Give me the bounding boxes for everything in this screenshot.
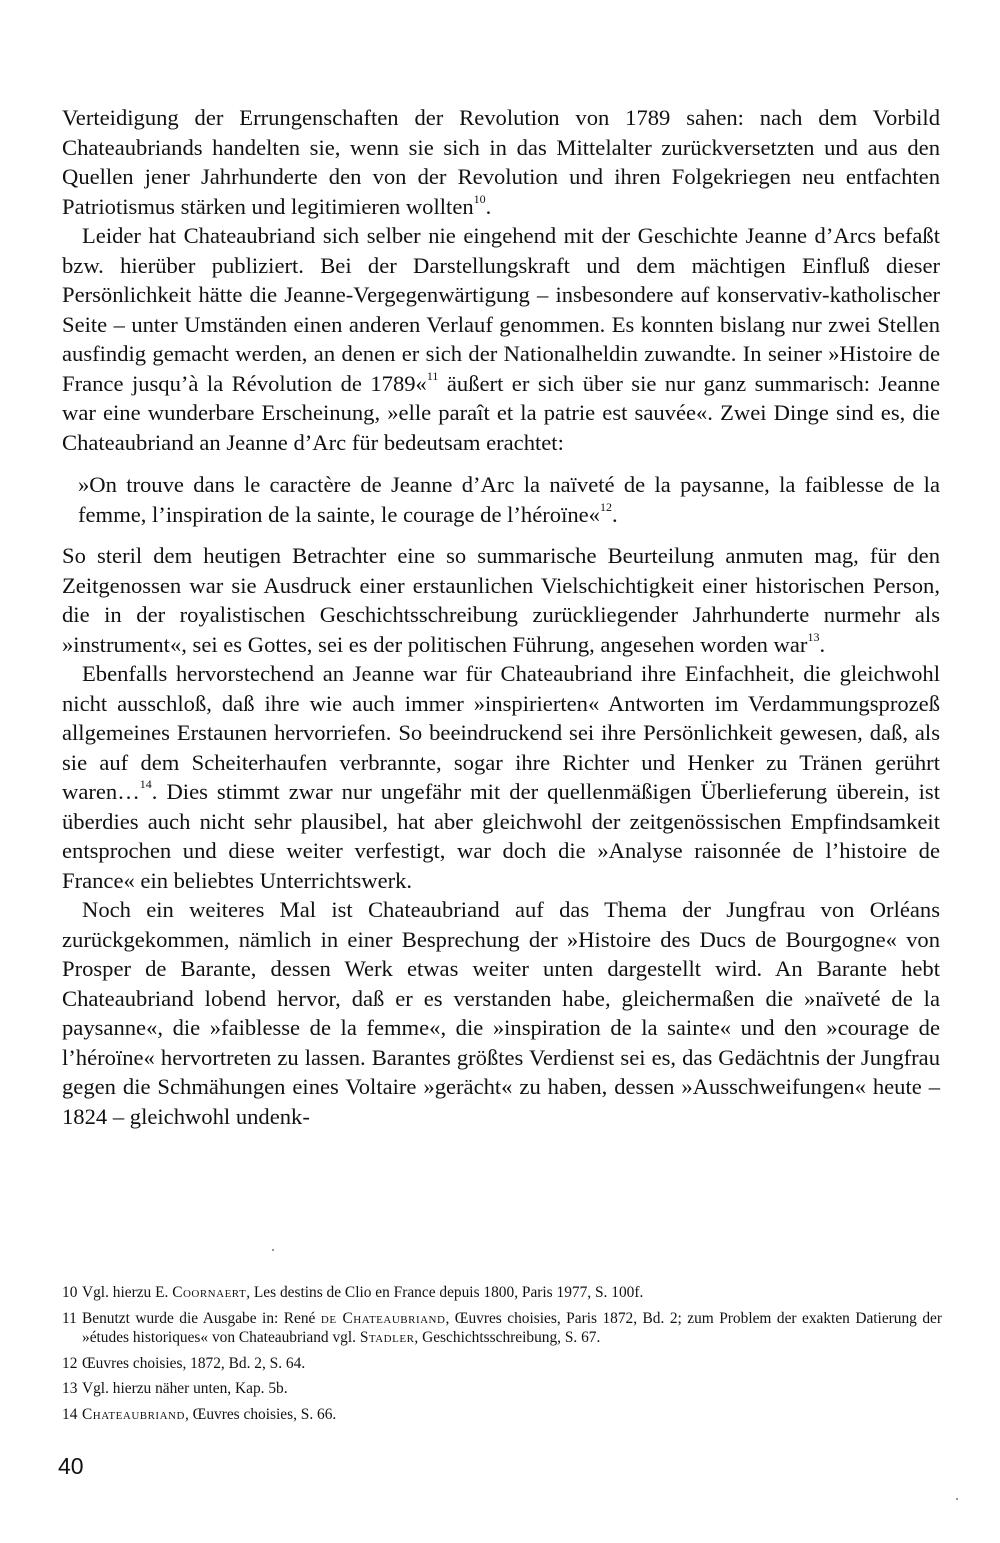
footnote-text xyxy=(82,1309,942,1348)
paragraph-3 xyxy=(62,541,940,659)
footnote-text: Vgl. hierzu näher unten, Kap. 5b. xyxy=(82,1380,288,1397)
footnote-text-part: , Les destins de Clio en France depuis 1800, Paris 1977, S. 100f. xyxy=(246,1284,644,1301)
paragraph-4 xyxy=(62,659,940,895)
footnote xyxy=(62,1354,942,1374)
footnote-number: 13 xyxy=(62,1380,78,1397)
footnote-author: Coornaert xyxy=(172,1284,247,1301)
paragraph-3-text: So steril dem heutigen Betrachter eine so summarische Beurteilung anmuten mag, für den Zeitgenossen war sie Ausdruck einer erstaunlichen Vielschichtigkeit einer historischen Person, die in der royalistischen Geschichtsschreibung zurückliegender Jahrhunderte nurmehr als »instrument«, sei es Gottes, sei es der politischen Führung, angesehen worden war xyxy=(62,543,940,657)
footnote-number: 10 xyxy=(62,1284,78,1301)
footnote-text-part: Vgl. hierzu E. xyxy=(82,1284,173,1301)
footnote-ref-12: 12 xyxy=(599,499,612,514)
footnote-text xyxy=(82,1283,942,1303)
footnote-text-part: , Œuvres choisies, S. 66. xyxy=(184,1405,337,1423)
footnote-text-part: Benutzt wurde die Ausgabe in: René xyxy=(82,1309,321,1327)
footnote-text: Œuvres choisies, 1872, Bd. 2, S. 64. xyxy=(82,1354,306,1372)
footnotes xyxy=(62,1283,942,1430)
footnote xyxy=(62,1309,942,1348)
paragraph-5 xyxy=(62,895,940,1131)
scan-speck xyxy=(272,1249,274,1251)
footnote-number: 12 xyxy=(62,1354,78,1372)
footnote-text-part: , Œuvres choisies, Paris 1872, Bd. 2; zum Problem der exakten Datierung der »études historiques« von Chateaubriand vgl. xyxy=(82,1309,943,1346)
footnote-author: de Chateaubriand xyxy=(320,1309,446,1327)
footnote-ref-10: 10 xyxy=(473,191,486,206)
footnote xyxy=(62,1405,942,1425)
paragraph-2 xyxy=(62,221,940,457)
footnote-number: 11 xyxy=(62,1309,77,1327)
paragraph-1-end: . xyxy=(485,193,492,219)
paragraph-5-text: Noch ein weiteres Mal ist Chateaubriand auf das Thema der Jungfrau von Orléans zurückgekommen, nämlich in einer Besprechung der »Histoire des Ducs de Bourgogne« von Prosper de Barante, dessen Werk etwas weiter unten dargestellt wird. An Barante hebt Chateaubriand lobend hervor, daß er es verstanden habe, gleichermaßen die »naïveté de la paysanne«, die »faiblesse de la femme«, die »inspiration de la sainte« und den »courage de l’héroïne« hervortreten zu lassen. Barantes größtes Verdienst sei es, das Gedächtnis der Jungfrau gegen die Schmähungen eines Voltaire »gerächt« zu haben, dessen »Ausschweifungen« heute – 1824 – gleichwohl undenk- xyxy=(62,897,940,1129)
block-quote xyxy=(62,470,940,529)
paragraph-4-text: Ebenfalls hervorstechend an Jeanne war für Chateaubriand ihre Einfachheit, die gleichwohl nicht ausschloß, daß ihre wie auch immer »inspirierten« Antworten im Verdammungsprozeß allgemeines Erstaunen hervorriefen. So beeindruckend sei ihre Persönlichkeit gewesen, daß, als sie auf dem Scheiterhaufen verbrannte, sogar ihre Richter und Henker zu Tränen gerührt waren… xyxy=(62,661,940,804)
paragraph-3-end: . xyxy=(819,631,826,657)
footnote-ref-13: 13 xyxy=(807,629,820,644)
paragraph-1-text: Verteidigung der Errungenschaften der Revolution von 1789 sahen: nach dem Vorbild Chateaubriands handelten sie, wenn sie sich in das Mittelalter zurückversetzten und aus den Quellen jener Jahrhunderte den von der Revolution und ihren Folgekriegen neu entfachten Patriotismus stärken und legitimieren wollten xyxy=(62,105,940,219)
footnote-text xyxy=(82,1405,942,1425)
paragraph-1 xyxy=(62,103,940,221)
footnote-number: 14 xyxy=(62,1405,78,1423)
footnote xyxy=(62,1283,942,1303)
footnote-text-part: , Geschichtsschreibung, S. 67. xyxy=(414,1329,601,1346)
body-text xyxy=(62,103,940,1131)
footnote xyxy=(62,1379,942,1399)
page-number: 40 xyxy=(58,1453,84,1479)
paragraph-2-end: äußert er sich über sie nur ganz summarisch: Jeanne war eine wunderbare Erscheinung, »elle paraît et la patrie est sauvée«. Zwei Dinge sind es, die Chateaubriand an Jeanne d’Arc für bedeutsam erachtet: xyxy=(62,370,940,455)
paragraph-2-text: Leider hat Chateaubriand sich selber nie eingehend mit der Geschichte Jeanne d’Arcs befaßt bzw. hierüber publiziert. Bei der Darstellungskraft und dem mächtigen Einfluß dieser Persönlichkeit hätte die Jeanne-Vergegenwärtigung – insbesondere auf konservativ-katholischer Seite – unter Umständen einen anderen Verlauf genommen. Es konnten bislang nur zwei Stellen ausfindig gemacht werden, an denen er sich der Nationalheldin zuwandte. In seiner »Histoire de France jusqu’à la Révolution de 1789« xyxy=(62,223,940,396)
block-quote-text: »On trouve dans le caractère de Jeanne d’Arc la naïveté de la paysanne, la faiblesse de la femme, l’inspiration de la sainte, le courage de l’héroïne« xyxy=(78,472,940,527)
footnote-author: Chateaubriand xyxy=(82,1405,185,1423)
footnote-ref-11: 11 xyxy=(426,368,439,383)
footnote-author: Stadler xyxy=(359,1329,415,1346)
footnote-ref-14: 14 xyxy=(139,777,152,792)
block-quote-end: . xyxy=(611,501,618,527)
scan-speck xyxy=(956,1498,958,1500)
paragraph-4-end: . Dies stimmt zwar nur ungefähr mit der quellenmäßigen Überlieferung überein, ist überdies auch nicht sehr plausibel, hat aber gleichwohl der zeitgenössischen Empfindsamkeit entsprochen und diese weiter verfestigt, war doch die »Analyse raisonnée de l’histoire de France« ein beliebtes Unterrichtswerk. xyxy=(62,779,940,893)
